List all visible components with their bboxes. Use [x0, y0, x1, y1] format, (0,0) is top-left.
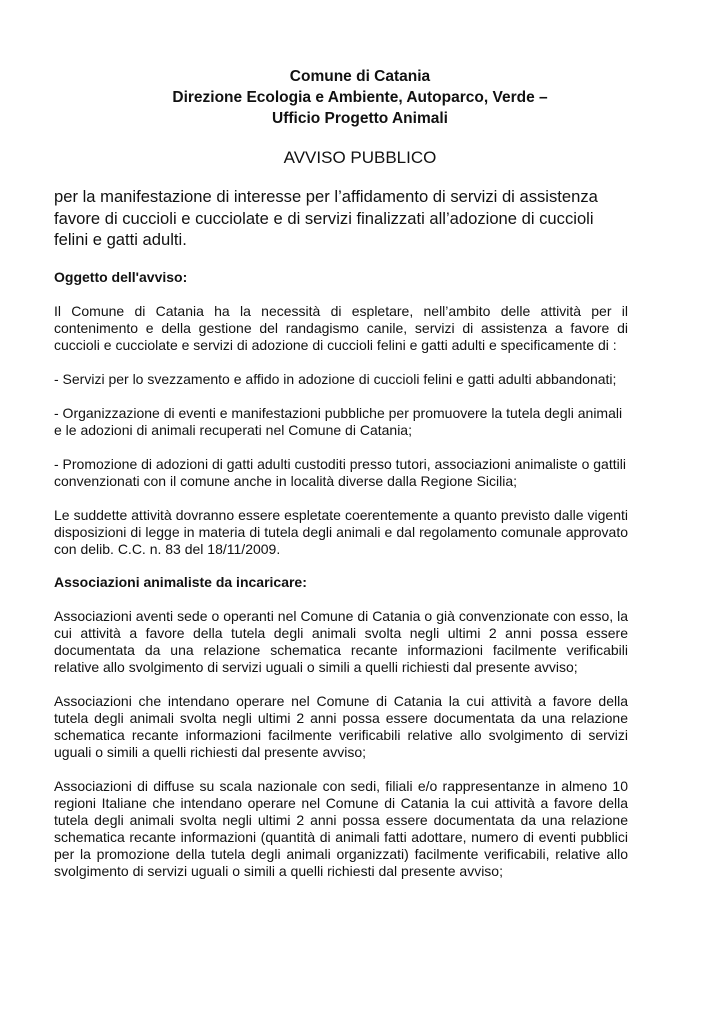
section1-list-item: - Promozione di adozioni di gatti adulti custoditi presso tutori, associazioni animaliste o gattili convenzionati con il comune anche in località diverse dalla Regione Sicilia; — [54, 455, 626, 489]
notice-title: AVVISO PUBBLICO — [283, 148, 437, 167]
header-department: Direzione Ecologia e Ambiente, Autoparco, Verde – — [172, 89, 548, 106]
section-heading-associations: Associazioni animaliste da incaricare: — [54, 573, 307, 590]
notice-subject: per la manifestazione di interesse per l’affidamento di servizi di assistenza favore di cuccioli e cucciolate e di servizi finalizzati all’adozione di cuccioli felini e gatti adulti. — [54, 187, 598, 249]
section1-paragraph: Il Comune di Catania ha la necessità di espletare, nell’ambito delle attività per il contenimento e della gestione del randagismo canile, servizi di assistenza a favore di cuccioli e cucciolate e servizi di adozione di cuccioli felini e gatti adulti e specificamente di : — [54, 302, 628, 353]
section1-paragraph: Le suddette attività dovranno essere espletate coerentemente a quanto previsto dalle vigenti disposizioni di legge in materia di tutela degli animali e dal regolamento comunale approvato con delib. C.C. n. 83 del 18/11/2009. — [54, 506, 628, 557]
section1-list-item: - Organizzazione di eventi e manifestazioni pubbliche per promuovere la tutela degli animali e le adozioni di animali recuperati nel Comune di Catania; — [54, 404, 623, 438]
section2-paragraph: Associazioni di diffuse su scala nazionale con sedi, filiali e/o rappresentanze in almeno 10 regioni Italiane che intendano operare nel Comune di Catania la cui attività a favore della tutela degli animali svolta negli ultimi 2 anni possa essere documentata da una relazione schematica recante informazioni (quantità di animali fatti adottare, numero di eventi pubblici per la promozione della tutela degli animali organizzati) facilmente verificabili, relative allo svolgimento di servizi uguali o simili a quelli richiesti dal presente avviso; — [54, 777, 628, 879]
header-office: Ufficio Progetto Animali — [272, 110, 448, 127]
section1-list-item: - Servizi per lo svezzamento e affido in adozione di cuccioli felini e gatti adulti abbandonati; — [54, 370, 617, 387]
document-page — [54, 66, 628, 880]
header-municipality: Comune di Catania — [289, 68, 431, 85]
section-heading-subject: Oggetto dell'avviso: — [54, 268, 188, 285]
section2-paragraph: Associazioni che intendano operare nel Comune di Catania la cui attività a favore della tutela degli animali svolta negli ultimi 2 anni possa essere documentata da una relazione schematica recante informazioni facilmente verificabili relative allo svolgimento di servizi uguali o simili a quelli richiesti dal presente avviso; — [54, 692, 628, 760]
section2-paragraph: Associazioni aventi sede o operanti nel Comune di Catania o già convenzionate con esso, la cui attività a favore della tutela degli animali svolta negli ultimi 2 anni possa essere documentata da una relazione schematica recante informazioni facilmente verificabili relative allo svolgimento di servizi uguali o simili a quelli richiesti dal presente avviso; — [54, 607, 628, 675]
document-header — [92, 66, 628, 129]
